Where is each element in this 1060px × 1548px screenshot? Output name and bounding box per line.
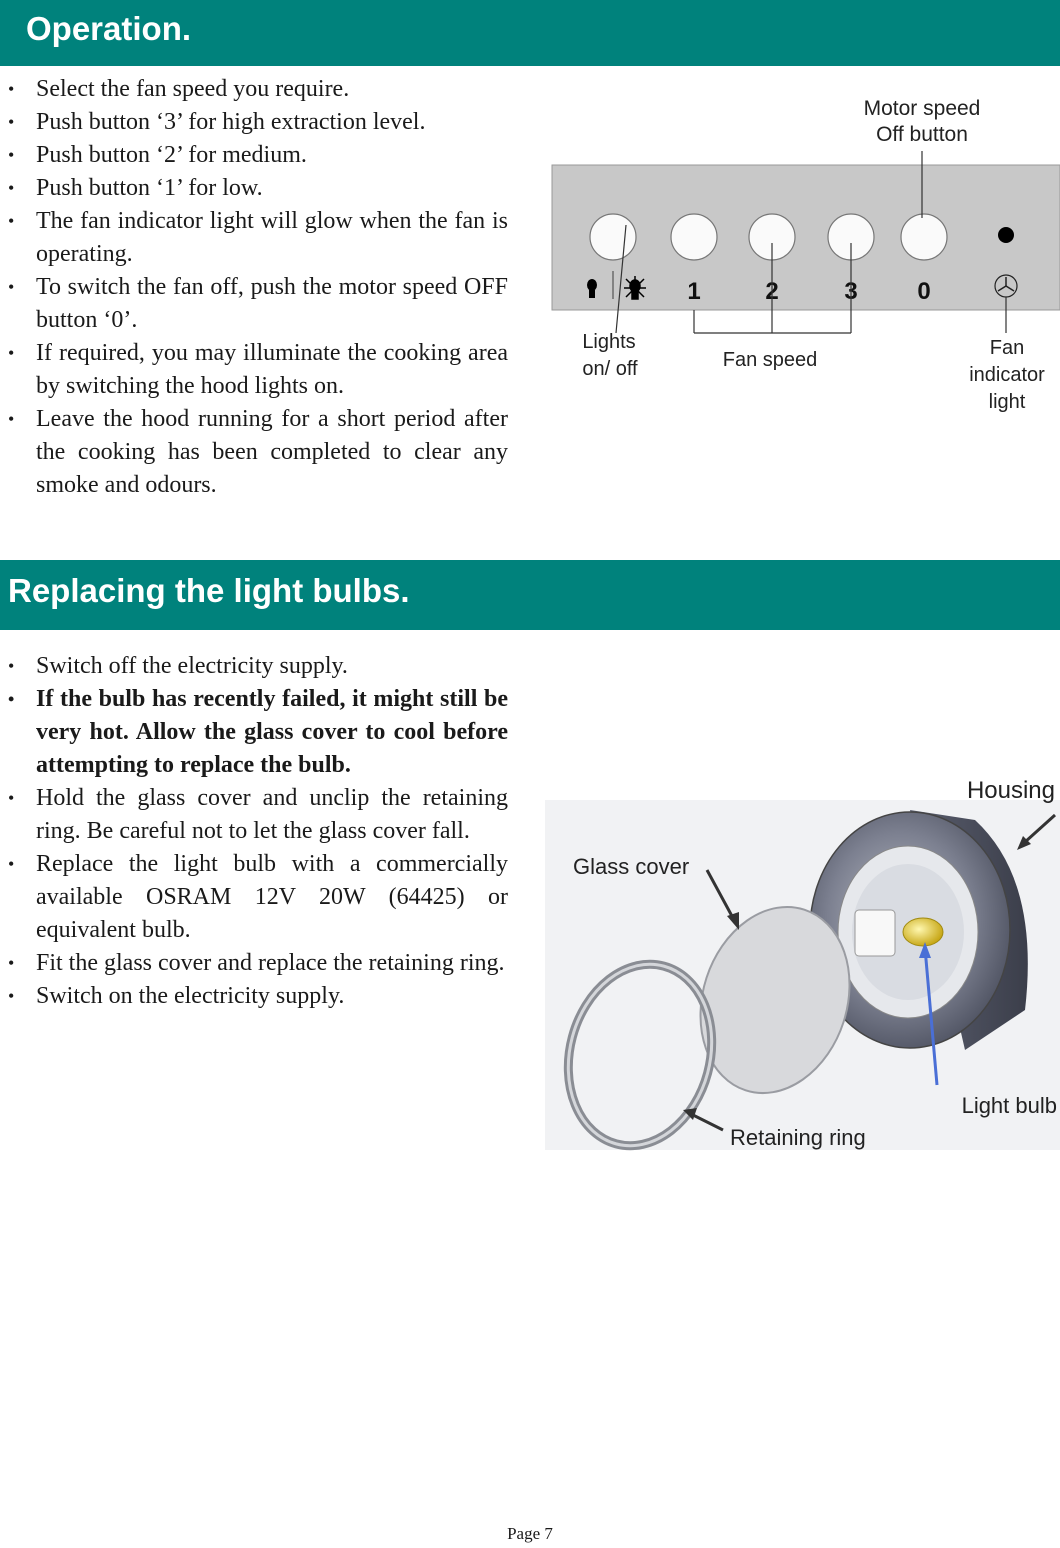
button-number-2: 2 bbox=[765, 278, 779, 305]
lights-label: Lights bbox=[582, 331, 636, 353]
list-item: • Replace the light bulb with a commercially available OSRAM 12V 20W (64425) or equivalent bulb. bbox=[0, 848, 508, 947]
bullet-icon: • bbox=[8, 145, 15, 165]
bullet-icon: • bbox=[8, 277, 15, 297]
fan-indicator-light bbox=[998, 227, 1014, 243]
replacing-header bbox=[0, 560, 1060, 630]
list-item: • Push button ‘2’ for medium. bbox=[0, 139, 508, 172]
button-number-3: 3 bbox=[844, 278, 858, 305]
off-button bbox=[901, 214, 947, 260]
light-bulb-label: Light bulb bbox=[961, 1093, 1057, 1118]
bullet-icon: • bbox=[8, 211, 15, 231]
list-item: • The fan indicator light will glow when the fan is operating. bbox=[0, 205, 508, 271]
bullet-icon: • bbox=[8, 409, 15, 429]
off-button-label: Off button bbox=[876, 123, 968, 146]
speed-1-button bbox=[671, 214, 717, 260]
bullet-icon: • bbox=[8, 79, 15, 99]
lights-label-2: on/ off bbox=[582, 358, 638, 380]
list-item: • Push button ‘3’ for high extraction level. bbox=[0, 106, 508, 139]
fan-indicator-label-3: light bbox=[988, 391, 1026, 413]
bulb-on-icon bbox=[624, 276, 646, 299]
button-number-0: 0 bbox=[917, 278, 931, 305]
retaining-ring-label: Retaining ring bbox=[730, 1125, 866, 1150]
bullet-icon: • bbox=[8, 343, 15, 363]
list-item: • Fit the glass cover and replace the retaining ring. bbox=[0, 947, 508, 980]
list-item: • Switch on the electricity supply. bbox=[0, 980, 508, 1013]
list-item: • Hold the glass cover and unclip the retaining ring. Be careful not to let the glass cover fall. bbox=[0, 782, 508, 848]
list-item: • Leave the hood running for a short period after the cooking has been completed to clear any smoke and odours. bbox=[0, 403, 508, 502]
glass-cover-label: Glass cover bbox=[573, 854, 690, 879]
list-item: • If required, you may illuminate the cooking area by switching the hood lights on. bbox=[0, 337, 508, 403]
bullet-icon: • bbox=[8, 178, 15, 198]
light-assembly-diagram bbox=[545, 770, 1060, 1155]
bullet-icon: • bbox=[8, 689, 15, 709]
replacing-list bbox=[0, 650, 508, 1013]
list-item: • Switch off the electricity supply. bbox=[0, 650, 508, 683]
control-panel-diagram bbox=[540, 85, 1060, 425]
operation-list bbox=[0, 73, 508, 502]
list-item: • Select the fan speed you require. bbox=[0, 73, 508, 106]
lights-button bbox=[590, 214, 636, 260]
page-number: Page 7 bbox=[507, 1524, 553, 1543]
operation-title: Operation. bbox=[26, 10, 192, 47]
bullet-icon: • bbox=[8, 953, 15, 973]
housing-label: Housing bbox=[966, 777, 1055, 804]
bullet-icon: • bbox=[8, 986, 15, 1006]
list-item: • To switch the fan off, push the motor speed OFF button ‘0’. bbox=[0, 271, 508, 337]
light-bulb-shape bbox=[903, 918, 943, 946]
bullet-icon: • bbox=[8, 112, 15, 132]
motor-speed-label: Motor speed bbox=[863, 97, 981, 120]
button-number-1: 1 bbox=[687, 278, 701, 305]
fan-speed-label: Fan speed bbox=[722, 349, 818, 371]
list-item: • Push button ‘1’ for low. bbox=[0, 172, 508, 205]
list-item: • If the bulb has recently failed, it might still be very hot. Allow the glass cover to cool before attempting to replace the bulb. bbox=[0, 683, 508, 782]
replacing-title: Replacing the light bulbs. bbox=[8, 572, 410, 609]
operation-header bbox=[0, 0, 1060, 66]
bullet-icon: • bbox=[8, 656, 15, 676]
bullet-icon: • bbox=[8, 788, 15, 808]
bullet-icon: • bbox=[8, 854, 15, 874]
fan-indicator-label: Fan bbox=[989, 337, 1025, 359]
fan-indicator-label-2: indicator bbox=[969, 364, 1045, 386]
